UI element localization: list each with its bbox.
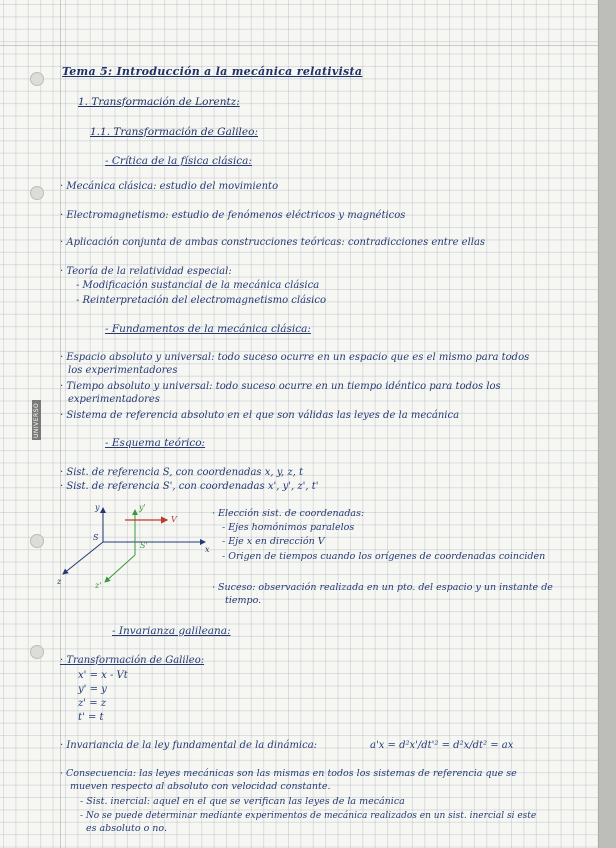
margin-line: [60, 0, 61, 848]
list-subitem: - Reinterpretación del electromagnetismo clásico: [76, 295, 326, 306]
punch-hole: [30, 72, 44, 86]
label-s-prime: S': [140, 541, 148, 550]
list-item: · Sist. de referencia S, con coordenadas x, y, z, t: [60, 467, 304, 478]
z-axis: [63, 542, 103, 574]
label-x: x: [205, 545, 210, 554]
brand-logo: UNIVERSO: [32, 400, 41, 440]
consequence-subitem: - Sist. inercial: aquel en el que se verifican las leyes de la mecánica: [80, 796, 405, 807]
label-z-prime: z': [95, 581, 102, 590]
label-z: z: [57, 577, 62, 586]
punch-hole: [30, 534, 44, 548]
punch-hole: [30, 645, 44, 659]
heading-lorentz: 1. Transformación de Lorentz:: [78, 96, 240, 108]
invariance-equation: a'x = d²x'/dt'² = d²x/dt² = ax: [370, 740, 514, 751]
section-title-invarianza: - Invarianza galileana:: [112, 625, 231, 637]
list-item: · Sistema de referencia absoluto en el que son válidas las leyes de la mecánica: [60, 410, 460, 421]
list-subitem: - Modificación sustancial de la mecánica clásica: [76, 280, 320, 291]
punch-hole: [30, 186, 44, 200]
equation: t' = t: [78, 712, 104, 723]
list-item: · Tiempo absoluto y universal: todo suceso ocurre en un tiempo idéntico para todos los: [60, 381, 501, 392]
page-edge: [598, 0, 616, 848]
note-item: · Suceso: observación realizada en un pto. del espacio y un instante de: [212, 582, 553, 593]
list-item: · Aplicación conjunta de ambas construcciones teóricas: contradicciones entre ellas: [60, 237, 486, 248]
equation: z' = z: [78, 698, 107, 709]
heading-galileo: 1.1. Transformación de Galileo:: [90, 126, 258, 138]
note-subitem: - Ejes homónimos paralelos: [222, 522, 355, 533]
list-item: · Electromagnetismo: estudio de fenómenos eléctricos y magnéticos: [60, 210, 406, 221]
equation: x' = x - Vt: [78, 670, 128, 681]
list-item: · Espacio absoluto y universal: todo suceso ocurre en un espacio que es el mismo para todos: [60, 352, 530, 363]
transform-title: · Transformación de Galileo:: [60, 655, 205, 666]
consequence-subitem-cont: es absoluto o no.: [86, 823, 168, 834]
list-item-cont: experimentadores: [68, 394, 160, 405]
label-y: y: [95, 503, 100, 512]
equation: y' = y: [78, 684, 107, 695]
section-title-fundamentos: - Fundamentos de la mecánica clásica:: [105, 323, 311, 335]
list-item-cont: los experimentadores: [68, 365, 178, 376]
list-item: · Teoría de la relatividad especial:: [60, 266, 232, 277]
note-subitem: - Eje x en dirección V: [222, 536, 325, 547]
reference-frames-diagram: [55, 500, 215, 590]
list-item: · Sist. de referencia S', con coordenadas x', y', z', t': [60, 481, 319, 492]
top-margin-line: [0, 45, 598, 46]
page-title: Tema 5: Introducción a la mecánica relativista: [62, 65, 363, 78]
note-subitem: - Origen de tiempos cuando los orígenes de coordenadas coinciden: [222, 551, 546, 562]
invariance-line: · Invariancia de la ley fundamental de la dinámica:: [60, 740, 318, 751]
consequence-line: mueven respecto al absoluto con velocidad constante.: [70, 781, 331, 792]
label-s: S: [93, 533, 99, 542]
note-item-cont: tiempo.: [225, 595, 262, 606]
section-title-esquema: - Esquema teórico:: [105, 437, 206, 449]
section-title-critica: - Crítica de la física clásica:: [105, 155, 252, 167]
z-prime-axis: [105, 555, 135, 582]
list-item: · Mecánica clásica: estudio del movimiento: [60, 181, 279, 192]
label-v: V: [171, 515, 177, 524]
note-item: · Elección sist. de coordenadas:: [212, 508, 365, 519]
label-y-prime: y': [139, 503, 146, 512]
consequence-line: · Consecuencia: las leyes mecánicas son las mismas en todos los sistemas de referencia que se: [60, 768, 517, 779]
consequence-subitem: - No se puede determinar mediante experimentos de mecánica realizados en un sist. inercial si este: [80, 811, 537, 821]
